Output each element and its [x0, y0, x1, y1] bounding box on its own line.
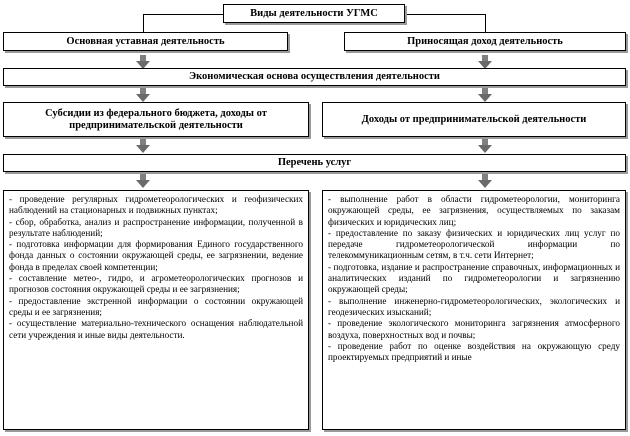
- funding-left-label: Субсидии из федерального бюджета, доходы от предпринимательской деятельности: [45, 107, 267, 131]
- list-item: - составление метео-, гидро, и агрометеорологических прогнозов и прогнозов состояния окружающей среды и ее загрязнения;: [9, 273, 303, 295]
- activity-types-box: [223, 4, 405, 23]
- arrow-down-icon: [478, 55, 492, 69]
- activity-types-label: Виды деятельности УГМС: [250, 7, 378, 19]
- funding-right-box: [322, 102, 626, 137]
- list-item: - предоставление экстренной информации о состоянии окружающей среды и ее загрязнения;: [9, 295, 303, 317]
- connector-top-right-drop: [485, 14, 486, 32]
- main-activity-box: [3, 32, 288, 51]
- funding-right-label: Доходы от предпринимательской деятельности: [361, 113, 587, 125]
- connector-top-left: [143, 14, 223, 15]
- arrow-down-icon: [478, 139, 492, 153]
- list-item: - подготовка информации для формирования Единого государственного фонда данных о состоянии окружающей среды, ее загрязнении, ведение фонда в пределах своей компетенции;: [9, 239, 303, 272]
- arrow-down-icon: [478, 88, 492, 102]
- funding-left-box: [3, 102, 309, 137]
- list-item: - проведение регулярных гидрометеорологических и геофизических наблюдений на стационарных и подвижных пунктах;: [9, 194, 303, 216]
- arrow-down-icon: [136, 88, 150, 102]
- list-item: - сбор, обработка, анализ и распространение информации, полученной в результате наблюдений;: [9, 216, 303, 238]
- list-item: - выполнение инженерно-гидрометеорологических, экологических и геодезических изысканий;: [328, 295, 620, 317]
- income-activity-label: Приносящая доход деятельность: [407, 35, 563, 47]
- list-item: - подготовка, издание и распространение справочных, информационных и аналитических изданий по гидрометеорологии и загрязнению окружающей среды;: [328, 261, 620, 295]
- list-item: - осуществление материально-технического оснащения наблюдательной сети учреждения и иные виды деятельности.: [9, 318, 303, 340]
- main-activity-label: Основная уставная деятельность: [66, 35, 225, 47]
- arrow-down-icon: [136, 55, 150, 69]
- arrow-down-icon: [136, 139, 150, 153]
- arrow-down-icon: [478, 174, 492, 188]
- arrow-down-icon: [136, 174, 150, 188]
- list-item: - проведение работ по оценке воздействия на окружающую среду проектируемых предприятий и иные: [328, 340, 620, 363]
- economic-basis-box: [3, 68, 626, 86]
- list-item: - предоставление по заказу физических и юридических лиц услуг по передаче гидрометеорологической информации по телекоммуникационным сетям, в т.ч. сети Интернет;: [328, 227, 620, 261]
- list-item: - проведение экологического мониторинга загрязнения атмосферного воздуха, поверхностных вод и почвы;: [328, 318, 620, 340]
- services-list-title-box: [3, 154, 626, 172]
- services-left-list: [3, 190, 309, 430]
- list-item: - выполнение работ в области гидрометеорологии, мониторинга окружающей среды, ее загрязнения, осуществляемых по заказам физических и юридических лиц;: [328, 194, 620, 227]
- services-right-list: [322, 190, 626, 430]
- connector-top-right: [405, 14, 485, 15]
- services-list-title: Перечень услуг: [277, 157, 352, 168]
- income-activity-box: [344, 32, 626, 51]
- economic-basis-label: Экономическая основа осуществления деятельности: [189, 71, 440, 82]
- connector-top-left-drop: [143, 14, 144, 32]
